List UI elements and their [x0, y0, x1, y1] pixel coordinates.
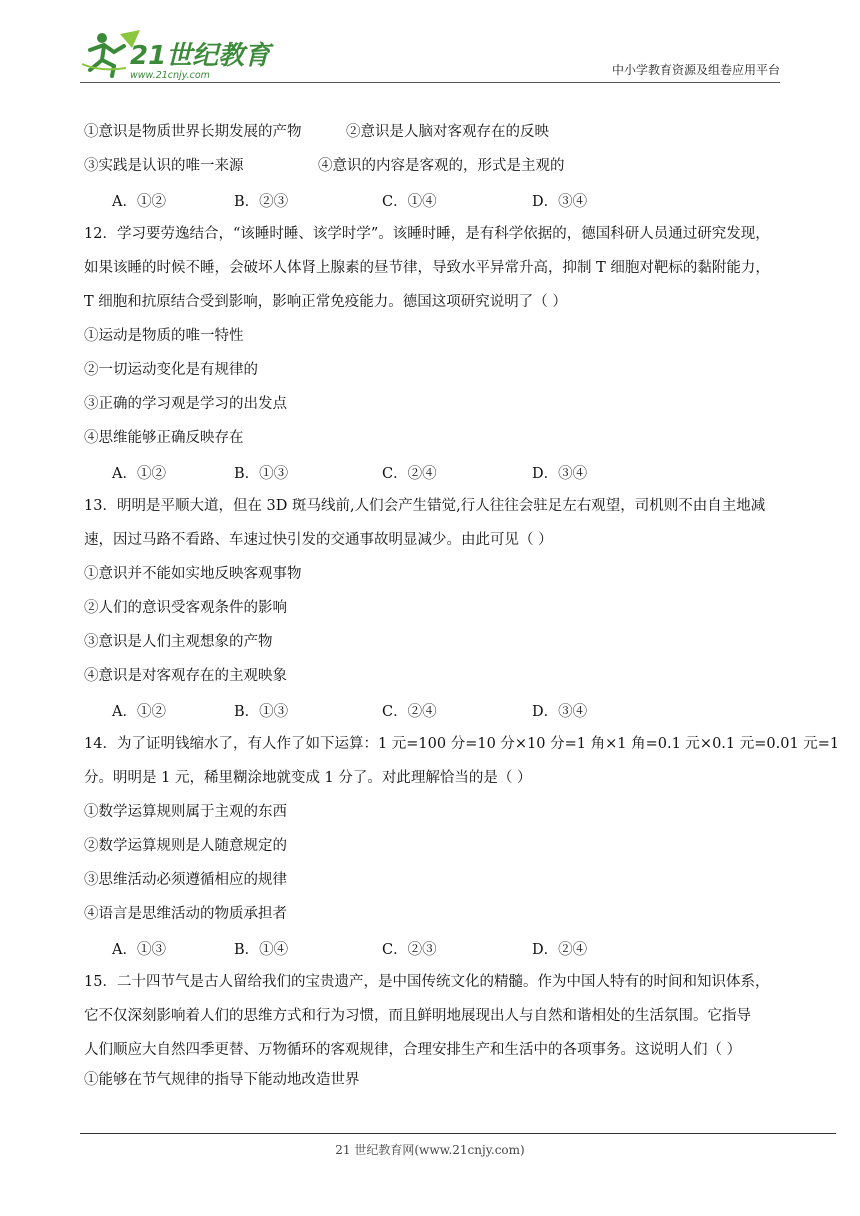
- footer-text: 21 世纪教育网(www.21cnjy.com): [335, 1143, 525, 1157]
- q14-option-b: B．①④: [234, 942, 289, 958]
- q12-option-a: A．①②: [112, 466, 166, 482]
- footer-divider: [80, 1133, 836, 1134]
- q14-stmt-4: ④语言是思维活动的物质承担者: [84, 906, 287, 922]
- q15-line-3: 人们顺应大自然四季更替、万物循环的客观规律，合理安排生产和生活中的各项事务。这说明人们（ ）: [84, 1042, 742, 1058]
- q11-stmt-3: ③实践是认识的唯一来源: [84, 158, 244, 174]
- q13-option-d: D．③④: [532, 704, 588, 720]
- q15-line-2: 它不仅深刻影响着人们的思维方式和行为习惯，而且鲜明地展现出人与自然和谐相处的生活氛围。它指导: [84, 1008, 751, 1024]
- q13-stmt-4: ④意识是对客观存在的主观映象: [84, 668, 287, 684]
- q15-stmt-1: ①能够在节气规律的指导下能动地改造世界: [84, 1072, 360, 1088]
- q15-line-1: 15．二十四节气是古人留给我们的宝贵遗产，是中国传统文化的精髓。作为中国人特有的时间和知识体系，: [84, 974, 770, 990]
- site-logo: [80, 28, 300, 80]
- q12-stmt-3: ③正确的学习观是学习的出发点: [84, 396, 287, 412]
- q13-stmt-1: ①意识并不能如实地反映客观事物: [84, 566, 302, 582]
- q14-option-a: A．①③: [112, 942, 166, 958]
- q14-option-d: D．②④: [532, 942, 588, 958]
- q14-stmt-3: ③思维活动必须遵循相应的规律: [84, 872, 287, 888]
- q14-line-1: 14．为了证明钱缩水了，有人作了如下运算：1 元=100 分=10 分×10 分=1 角×1 角=0.1 元×0.1 元=0.01 元=1: [84, 736, 840, 752]
- q11-stmt-2: ②意识是人脑对客观存在的反映: [346, 124, 549, 140]
- q11-stmt-4: ④意识的内容是客观的，形式是主观的: [318, 158, 565, 174]
- q12-option-b: B．①③: [234, 466, 289, 482]
- q11-option-c: C．①④: [382, 194, 437, 210]
- q14-line-2: 分。明明是 1 元，稀里糊涂地就变成 1 分了。对此理解恰当的是（ ）: [84, 770, 532, 786]
- q11-option-a: A．①②: [112, 194, 166, 210]
- q11-option-b: B．②③: [234, 194, 289, 210]
- q14-stmt-2: ②数学运算规则是人随意规定的: [84, 838, 287, 854]
- q12-line-3: T 细胞和抗原结合受到影响，影响正常免疫能力。德国这项研究说明了（ ）: [84, 294, 567, 310]
- q11-option-d: D．③④: [532, 194, 588, 210]
- q12-stmt-4: ④思维能够正确反映存在: [84, 430, 244, 446]
- q12-option-c: C．②④: [382, 466, 437, 482]
- header-tagline: 中小学教育资源及组卷应用平台: [611, 63, 780, 77]
- q12-stmt-2: ②一切运动变化是有规律的: [84, 362, 258, 378]
- q13-option-b: B．①③: [234, 704, 289, 720]
- page-header: [80, 28, 780, 84]
- q12-option-d: D．③④: [532, 466, 588, 482]
- q13-stmt-2: ②人们的意识受客观条件的影响: [84, 600, 287, 616]
- header-divider: [80, 82, 780, 83]
- q12-line-1: 12．学习要劳逸结合，“该睡时睡、该学时学”。该睡时睡，是有科学依据的，德国科研人员通过研究发现，: [84, 226, 770, 242]
- q12-stmt-1: ①运动是物质的唯一特性: [84, 328, 244, 344]
- q13-line-2: 速，因过马路不看路、车速过快引发的交通事故明显减少。由此可见（ ）: [84, 532, 553, 548]
- q13-line-1: 13．明明是平顺大道，但在 3D 斑马线前,人们会产生错觉,行人往往会驻足左右观望，司机则不由自主地减: [84, 498, 766, 514]
- q14-option-c: C．②③: [382, 942, 437, 958]
- q13-stmt-3: ③意识是人们主观想象的产物: [84, 634, 273, 650]
- q13-option-c: C．②④: [382, 704, 437, 720]
- q12-line-2: 如果该睡的时候不睡，会破坏人体肾上腺素的昼节律，导致水平异常升高，抑制 T 细胞对靶标的黏附能力，: [84, 260, 770, 276]
- q13-option-a: A．①②: [112, 704, 166, 720]
- q14-stmt-1: ①数学运算规则属于主观的东西: [84, 804, 287, 820]
- logo-main-text: 21世纪教育: [130, 41, 271, 71]
- q11-stmt-1: ①意识是物质世界长期发展的产物: [84, 124, 302, 140]
- logo-url-text: www.21cnjy.com: [130, 70, 210, 80]
